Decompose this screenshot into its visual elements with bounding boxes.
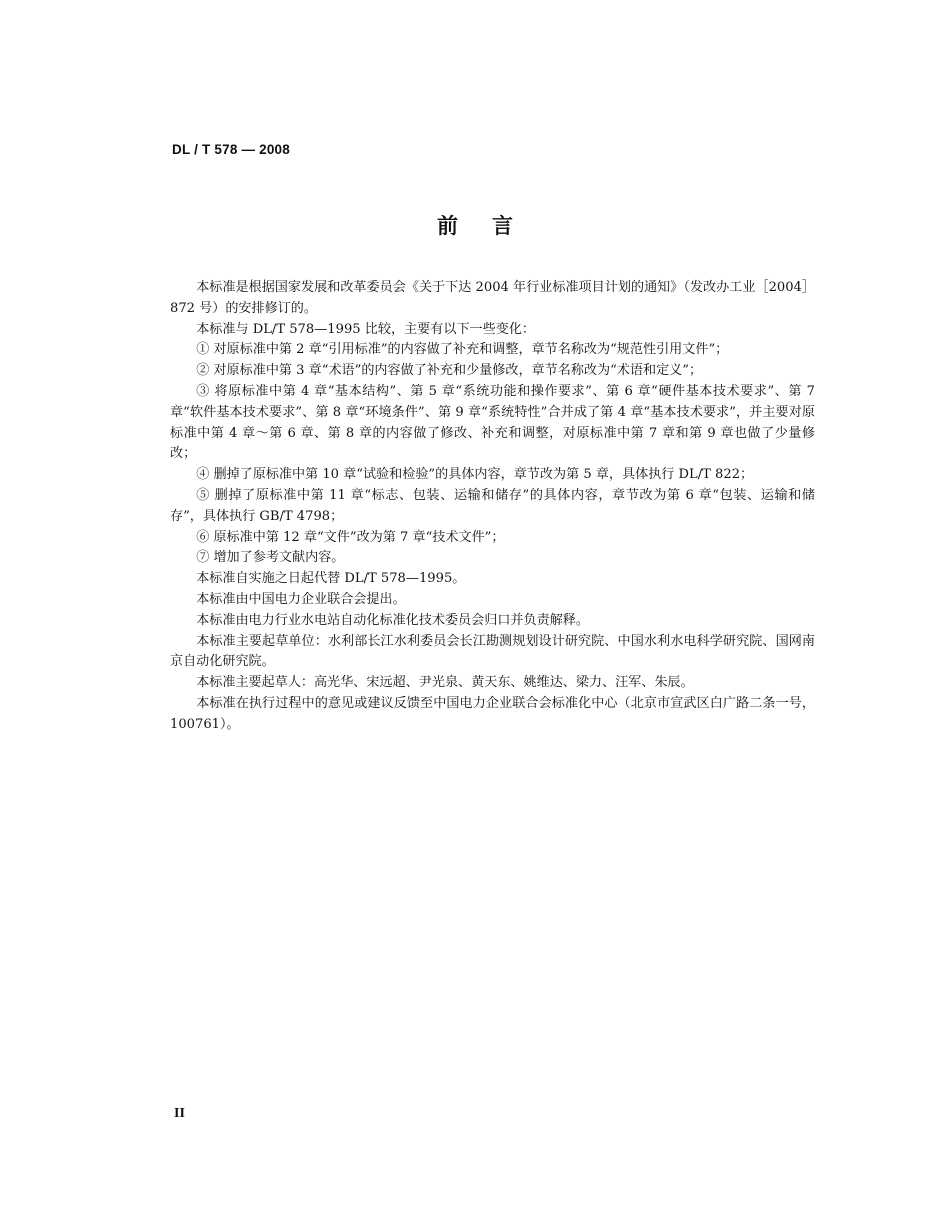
paragraph: 本标准自实施之日起代替 DL/T 578—1995。 [196,571,466,587]
paragraph: 本标准主要起草人：高光华、宋远超、尹光泉、黄天东、姚维达、梁力、汪军、朱辰。 [196,675,694,691]
paragraph: 本标准由中国电力企业联合会提出。 [196,591,406,607]
list-item: ② 对原标准中第 3 章“术语”的内容做了补充和少量修改，章节名称改为“术语和定义”； [196,363,703,379]
list-item: ⑤ 删掉了原标准中第 11 章“标志、包装、运输和储存”的具体内容，章节改为第 6 章“包装、运输和储存”，具体执行 GB/T 4798； [170,487,815,524]
list-item: ⑦ 增加了参考文献内容。 [196,550,345,566]
paragraph: 本标准在执行过程中的意见或建议反馈至中国电力企业联合会标准化中心（北京市宣武区白广路二条一号，100761）。 [170,695,815,732]
list-item: ① 对原标准中第 2 章“引用标准”的内容做了补充和调整，章节名称改为“规范性引用文件”； [196,342,729,358]
list-item: ③ 将原标准中第 4 章“基本结构”、第 5 章“系统功能和操作要求”、第 6 章“硬件基本技术要求”、第 7 章“软件基本技术要求”、第 8 章“环境条件”、第 9 章“系统特性”合并成了第 4 章“基本技术要求”，并主要对原标准中第 4 章～第 6 章、第 8 章的内容做了修改、补充和调整，对原标准中第 7 章和第 9 章也做了少量修改； [170,383,815,462]
paragraph: 本标准是根据国家发展和改革委员会《关于下达 2004 年行业标准项目计划的通知》（发改办工业［2004］872 号）的安排修订的。 [170,280,815,316]
page-number: II [174,1106,185,1121]
paragraph: 本标准由电力行业水电站自动化标准化技术委员会归口并负责解释。 [196,612,589,628]
paragraph: 本标准与 DL/T 578—1995 比较，主要有以下一些变化： [196,321,536,337]
preface-body [170,278,815,736]
list-item: ④ 删掉了原标准中第 10 章“试验和检验”的具体内容，章节改为第 5 章，具体执行 DL/T 822； [196,467,754,483]
paragraph: 本标准主要起草单位：水利部长江水利委员会长江勘测规划设计研究院、中国水利水电科学研究院、国网南京自动化研究院。 [170,633,815,670]
standard-code: DL / T 578 — 2008 [172,142,290,157]
page-title: 前言 [437,213,547,238]
list-item: ⑥ 原标准中第 12 章“文件”改为第 7 章“技术文件”； [196,529,505,545]
